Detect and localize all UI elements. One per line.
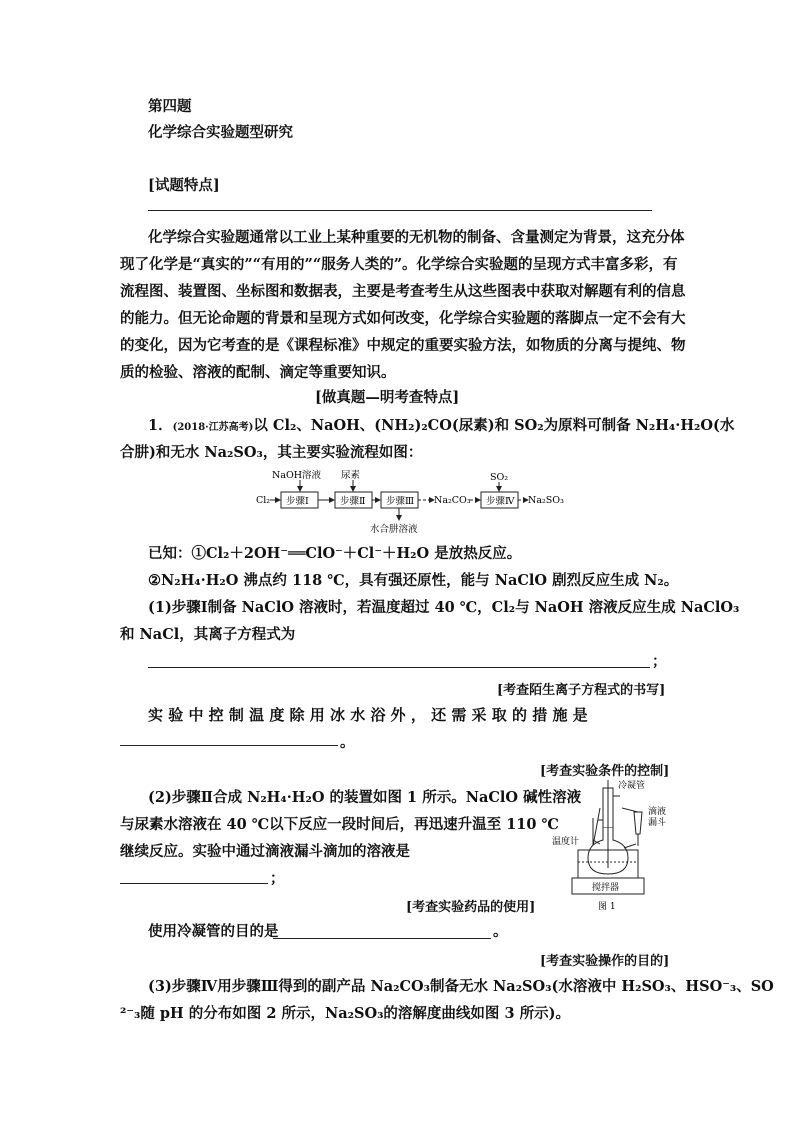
answer-blank[interactable] [273,938,491,939]
part1-text: 和 NaCl，其离子方程式为 [120,626,296,643]
answer-blank[interactable] [148,667,650,668]
part1-text: (1)步骤Ⅰ制备 NaClO 溶液时，若温度超过 40 ℃，Cl₂与 NaOH 溶液反应生成 NaClO₃ [148,599,740,616]
svg-text:步骤Ⅱ: 步骤Ⅱ [340,496,366,507]
section-title: 化学综合实验题型研究 [148,124,293,141]
features-line: 质的检验、溶液的配制、滴定等重要知识。 [120,364,396,381]
part2-text: 与尿素水溶液在 40 ℃以下反应一段时间后，再迅速升温至 110 ℃ [120,816,559,833]
flow-reagent-2: 尿素 [341,470,361,481]
answer-blank[interactable] [120,745,338,746]
features-line: 化学综合实验题通常以工业上某种重要的无机物的制备、含量测定为背景，这充分体 [148,229,685,246]
funnel-label: 漏斗 [648,818,667,828]
part2-text: 使用冷凝管的目的是 [148,923,279,940]
features-line: 的能力。但无论命题的背景和呈现方式如何改变，化学综合实验题的落脚点一定不会有大 [120,310,686,327]
features-line: 流程图、装置图、坐标图和数据表，主要是考查考生从这些图表中获取对解题有利的信息 [120,283,686,300]
exam-tag: [考查陌生离子方程式的书写] [497,683,666,698]
part2-text: 继续反应。实验中通过滴液漏斗滴加的溶液是 [120,843,410,860]
funnel-label: 滴液 [648,807,667,817]
funnel-icon [634,812,642,834]
svg-text:步骤Ⅳ: 步骤Ⅳ [486,496,515,507]
known-2: ②N₂H₄·H₂O 沸点约 118 ℃，具有强还原性，能与 NaClO 剧烈反应生成 N₂。 [148,572,679,589]
punctuation: ； [652,653,667,670]
condenser-label: 冷凝管 [618,781,646,791]
part2-text: (2)步骤Ⅱ合成 N₂H₄·H₂O 的装置如图 1 所示。NaClO 碱性溶液 [148,789,582,806]
divider [148,210,652,211]
exam-tag: [考查实验操作的目的] [540,954,670,969]
part3-text: (3)步骤Ⅳ用步骤Ⅲ得到的副产品 Na₂CO₃制备无水 Na₂SO₃(水溶液中 H₂SO₃、HSO⁻₃、SO [148,978,774,995]
flow-input: Cl₂ [256,495,271,506]
features-line: 的变化，因为它考查的是《课程标准》中规定的重要实验方法，如物质的分离与提纯、物 [120,337,686,354]
features-label: [试题特点] [148,177,220,194]
punctuation: 。 [340,734,355,751]
part3-text: ²⁻₃随 pH 的分布如图 2 所示，Na₂SO₃的溶解度曲线如图 3 所示)。 [120,1005,570,1022]
answer-blank[interactable] [120,883,268,884]
apparatus-figure [548,778,688,914]
features-line: 现了化学是“真实的”“有用的”“服务人类的”。化学综合实验题的呈现方式丰富多彩，有 [120,256,678,273]
section-heading: [做真题—明考查特点] [315,389,460,406]
figure-caption: 图 1 [598,902,616,912]
question-text-cont: 合肼)和无水 Na₂SO₃，其主要实验流程如图： [120,444,423,461]
thermometer-label: 温度计 [552,837,580,847]
svg-text:步骤Ⅲ: 步骤Ⅲ [386,496,415,507]
question-text: 以 Cl₂、NaOH、(NH₂)₂CO(尿素)和 SO₂为原料可制备 N₂H₄·H₂O(水 [253,417,735,434]
flow-output: Na₂SO₃ [528,495,564,506]
part1-text: 实 验 中 控 制 温 度 除 用 冰 水 浴 外 ， 还 需 采 取 的 措 施 是 [148,706,588,724]
question-source: (2018·江苏高考) [172,422,254,433]
flow-diagram [250,466,580,536]
punctuation: ； [270,870,285,887]
flow-mid: Na₂CO₃ [434,495,471,506]
section-number: 第四题 [148,98,192,115]
question-number: 1． [148,417,173,434]
svg-text:步骤Ⅰ: 步骤Ⅰ [286,496,309,507]
flow-byproduct: 水合肼溶液 [370,524,418,535]
flow-reagent-1: NaOH溶液 [272,470,322,481]
punctuation: 。 [493,923,508,940]
question-intro [148,416,734,437]
stirrer-label: 搅拌器 [592,883,620,893]
known-1: 已知：①Cl₂＋2OH⁻══ClO⁻＋Cl⁻＋H₂O 是放热反应。 [148,545,522,562]
exam-tag: [考查实验条件的控制] [540,764,670,779]
exam-tag: [考查实验药品的使用] [406,900,536,915]
flow-reagent-4: SO₂ [490,472,509,483]
